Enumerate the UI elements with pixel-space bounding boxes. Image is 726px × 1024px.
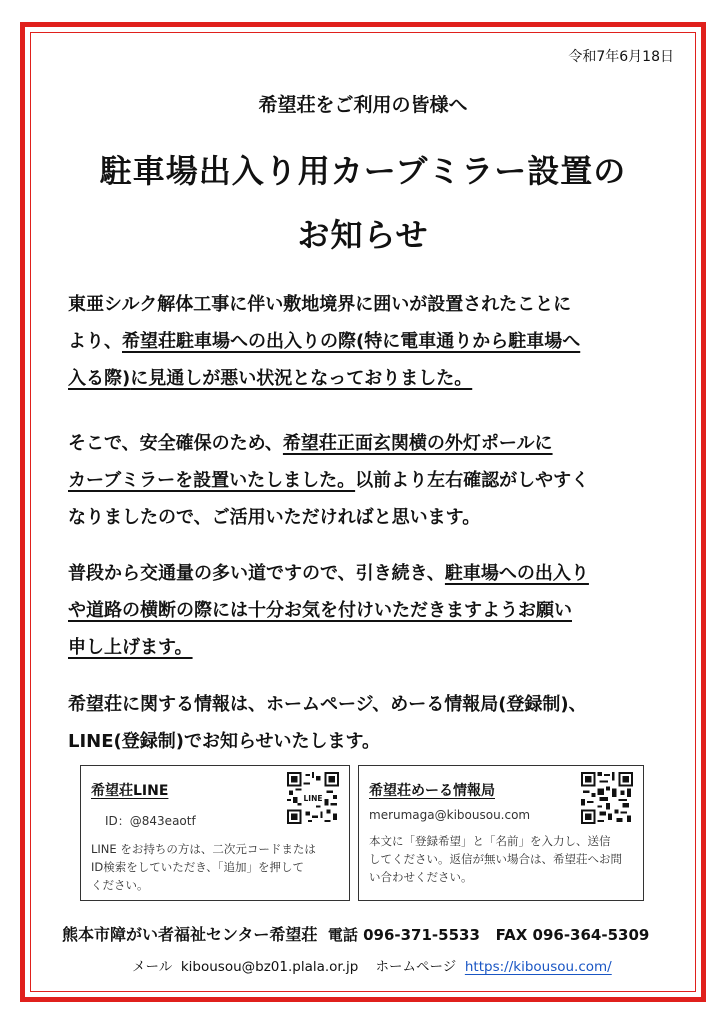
greeting: 希望荘をご利用の皆様へ [258, 94, 468, 116]
p4-line-1: 希望荘に関する情報は、ホームページ、めーる情報局(登録制)、 [68, 694, 587, 715]
homepage-link[interactable]: https://kibousou.com/ [464, 959, 612, 975]
tel-number: 096-371-5533 [363, 926, 480, 944]
line-box-text: LINE をお持ちの方は、二次元コードまたは ID検索をしていただき、「追加」を押して ください。 [91, 842, 316, 892]
paragraph-2 [68, 425, 668, 536]
footer-contact [132, 955, 612, 975]
qr-code-icon[interactable] [581, 772, 633, 824]
paragraph-1 [68, 286, 668, 397]
line-info-box [80, 765, 350, 901]
tel-label: 電話 [327, 926, 358, 944]
footer-organization [62, 922, 649, 945]
line-box-title: 希望荘LINE [91, 783, 169, 799]
footer-email: kibousou@bz01.plala.or.jp [180, 959, 359, 975]
paragraph-3 [68, 555, 668, 666]
p2-line-1: そこで、安全確保のため、希望荘正面玄関横の外灯ポールに [68, 433, 553, 454]
fax-label: FAX [495, 926, 528, 944]
issue-date: 令和7年6月18日 [568, 49, 674, 65]
mail-info-box [358, 765, 644, 901]
line-id: ID：@843eaotf [105, 814, 196, 828]
p3-line-2: や道路の横断の際には十分お気を付けいただきますようお願い [68, 600, 572, 621]
p3-line-1: 普段から交通量の多い道ですので、引き続き、駐車場への出入り [68, 563, 589, 584]
hp-label: ホームページ [375, 959, 457, 975]
title-line-1: 駐車場出入り用カーブミラー設置の [99, 152, 627, 190]
mail-box-text: 本文に「登録希望」と「名前」を入力し、送信 してください。返信が無い場合は、希望荘へお問 い合わせください。 [369, 834, 622, 884]
p1-line-3: 入る際)に見通しが悪い状況となっておりました。 [68, 368, 473, 389]
mail-address: merumaga@kibousou.com [369, 808, 531, 822]
org-name: 熊本市障がい者福祉センター希望荘 [62, 925, 318, 944]
p2-line-3: なりましたので、ご活用いただければと思います。 [68, 507, 481, 528]
qr-code-icon[interactable] [287, 772, 339, 824]
title-line-2: お知らせ [297, 216, 429, 254]
paragraph-4 [68, 686, 668, 760]
fax-number: 096-364-5309 [532, 926, 650, 944]
p3-line-3: 申し上げます。 [68, 637, 193, 658]
p2-line-2: カーブミラーを設置いたしました。以前より左右確認がしやすく [68, 470, 590, 491]
mail-box-title: 希望荘めーる情報局 [369, 783, 495, 799]
mail-label: メール [132, 959, 173, 975]
p1-line-1: 東亜シルク解体工事に伴い敷地境界に囲いが設置されたことに [68, 294, 572, 315]
p1-line-2: より、希望荘駐車場への出入りの際(特に電車通りから駐車場へ [68, 331, 581, 352]
qr-line-label: LINE [303, 794, 323, 804]
p4-line-2: LINE(登録制)でお知らせいたします。 [68, 731, 380, 752]
